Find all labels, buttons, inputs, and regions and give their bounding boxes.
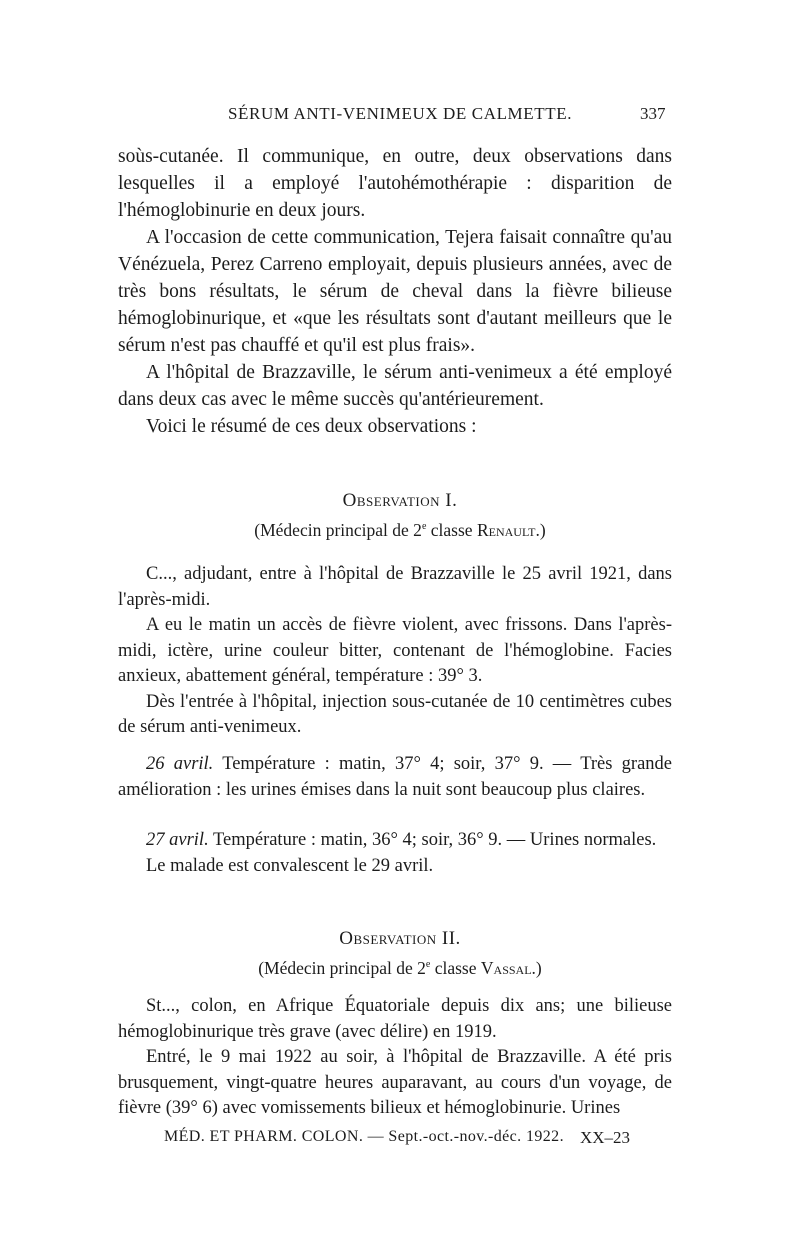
paragraph: A l'hôpital de Brazzaville, le sérum anti-venimeux a été employé dans deux cas avec le même succès qu'antérieurement.: [118, 362, 672, 410]
subtitle-sup: e: [421, 521, 427, 533]
paragraph: St..., colon, en Afrique Équatoriale depuis dix ans; une bilieuse hémoglobinurique très grave (avec délire) en 1919.: [118, 996, 672, 1042]
observation-1-body: [118, 562, 672, 741]
subtitle-sup: e: [425, 959, 431, 971]
paragraph: A l'occasion de cette communication, Tejera faisait connaître qu'au Vénézuela, Perez Carreno employait, depuis plusieurs années, avec de très bons résultats, le sérum de cheval dans la fièvre bilieuse hémoglobinurique, et «que les résultats sont d'autant meilleurs que le sérum n'est pas chauffé et qu'il est plus frais».: [118, 227, 672, 356]
intro-text: [118, 143, 672, 440]
page-number: 337: [640, 104, 666, 123]
observation-1-subtitle: [0, 520, 800, 541]
paragraph: Voici le résumé de ces deux observations :: [146, 416, 477, 437]
page-header: [0, 104, 800, 132]
observation-2-title: Observation II.: [339, 928, 461, 949]
paragraph: Le malade est convalescent le 29 avril.: [146, 855, 434, 876]
dated-entry: [118, 828, 672, 854]
running-title: SÉRUM ANTI-VENIMEUX DE CALMETTE.: [228, 104, 573, 123]
paragraph: Dès l'entrée à l'hôpital, injection sous-cutanée de 10 centimètres cubes de sérum anti-venimeux.: [118, 691, 672, 737]
observation-2-body: [118, 994, 672, 1122]
observation-1-title: Observation I.: [342, 490, 458, 511]
physician-name: Vassal: [480, 958, 532, 978]
entry-text: Température : matin, 36° 4; soir, 36° 9. — Urines normales.: [208, 830, 657, 850]
paragraph: Entré, le 9 mai 1922 au soir, à l'hôpital de Brazzaville. A été pris brusquement, vingt-quatre heures auparavant, au cours d'un voyage, de fièvre (39° 6) avec vomissements bilieux et hémoglobinurie. Urines: [118, 1047, 672, 1118]
entry-date: 27 avril.: [146, 830, 209, 850]
subtitle-text: .): [535, 520, 546, 540]
paragraph: soùs-cutanée. Il communique, en outre, deux observations dans lesquelles il a employé l'autohémothérapie : disparition de l'hémoglobinurie en deux jours.: [118, 146, 672, 221]
entry-text: Température : matin, 37° 4; soir, 37° 9. — Très grande amélioration : les urines émises dans la nuit sont beaucoup plus claires.: [118, 754, 672, 800]
subtitle-text: (Médecin principal de 2: [254, 520, 422, 540]
dated-entry: [118, 752, 672, 803]
subtitle-text: .): [531, 958, 542, 978]
subtitle-text: classe: [430, 958, 481, 978]
observation-1-entry-27: [118, 828, 672, 879]
journal-reference: MÉD. ET PHARM. COLON. — Sept.-oct.-nov.-déc. 1922.: [164, 1128, 564, 1145]
entry-date: 26 avril.: [146, 754, 214, 774]
signature-mark: XX–23: [580, 1128, 631, 1147]
subtitle-text: (Médecin principal de 2: [258, 958, 426, 978]
paragraph: A eu le matin un accès de fièvre violent, avec frissons. Dans l'après-midi, ictère, urine couleur bitter, contenant de l'hémoglobine. Facies anxieux, abattement général, température : 39° 3.: [118, 615, 672, 686]
observation-1-entry-26: [118, 752, 672, 803]
physician-name: Renault: [476, 520, 536, 540]
paragraph: C..., adjudant, entre à l'hôpital de Brazzaville le 25 avril 1921, dans l'après-midi.: [118, 564, 672, 610]
subtitle-text: classe: [426, 520, 477, 540]
page-footer: [164, 1128, 664, 1146]
observation-2-subtitle: [0, 958, 800, 979]
